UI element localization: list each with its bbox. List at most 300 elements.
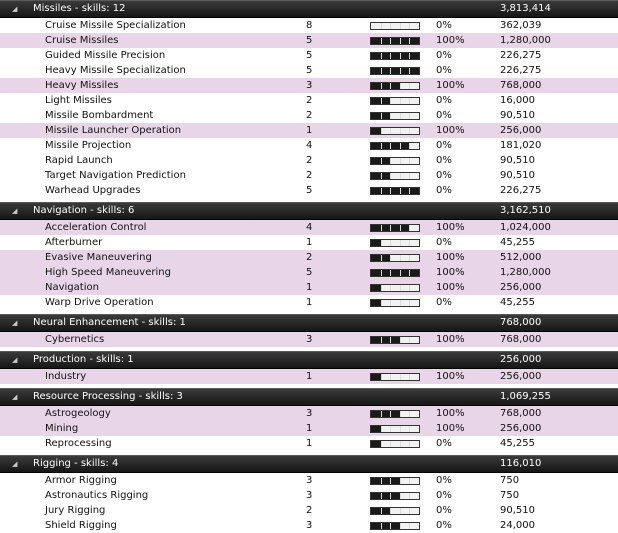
group-header[interactable] <box>0 388 618 406</box>
skill-name: Rapid Launch <box>45 155 113 166</box>
skill-row[interactable] <box>0 235 618 250</box>
skill-name: Mining <box>45 423 79 434</box>
skill-level-bar-divider <box>400 523 401 529</box>
skill-level-bar-divider <box>390 53 391 59</box>
skill-points: 256,000 <box>500 423 542 434</box>
skill-level-bar-fill <box>371 337 400 343</box>
skill-level-bar-divider <box>400 493 401 499</box>
skill-name: Reprocessing <box>45 438 112 449</box>
skill-level-bar-divider <box>390 23 391 29</box>
skill-training-percent: 0% <box>436 297 452 308</box>
skill-training-percent: 100% <box>436 222 465 233</box>
skill-level-bar-divider <box>400 23 401 29</box>
skill-level-bar-fill <box>371 68 419 74</box>
skill-level-bar-divider <box>400 173 401 179</box>
skill-training-percent: 0% <box>436 155 452 166</box>
skill-points: 1,280,000 <box>500 267 551 278</box>
skill-points: 362,039 <box>500 20 542 31</box>
skill-level-bar-divider <box>381 53 382 59</box>
skill-level: 1 <box>306 438 313 449</box>
skill-row[interactable] <box>0 138 618 153</box>
skill-level-bar-divider <box>409 374 410 380</box>
skill-level-bar-divider <box>400 337 401 343</box>
skill-training-percent: 0% <box>436 50 452 61</box>
skill-points: 256,000 <box>500 125 542 136</box>
skill-name: Afterburner <box>45 237 103 248</box>
skill-level-bar-divider <box>409 523 410 529</box>
skill-level: 2 <box>306 252 313 263</box>
skill-level-bar <box>370 187 420 195</box>
skill-level-bar-fill <box>371 300 381 306</box>
skill-level-bar <box>370 127 420 135</box>
skill-row[interactable] <box>0 78 618 93</box>
skill-name: Cybernetics <box>45 334 105 345</box>
skill-points: 90,510 <box>500 155 535 166</box>
skill-level-bar-divider <box>409 53 410 59</box>
skill-level-bar-divider <box>390 441 391 447</box>
skill-points: 768,000 <box>500 408 542 419</box>
group-total-sp: 256,000 <box>500 354 542 365</box>
skill-level: 5 <box>306 185 313 196</box>
group-header[interactable] <box>0 202 618 220</box>
skill-row[interactable] <box>0 183 618 198</box>
group-total-sp: 768,000 <box>500 317 542 328</box>
group-title: Resource Processing - skills: 3 <box>33 391 183 402</box>
skill-level: 1 <box>306 237 313 248</box>
skill-level-bar <box>370 410 420 418</box>
skill-level-bar-divider <box>409 158 410 164</box>
skill-level-bar-divider <box>390 508 391 514</box>
skill-name: Astronautics Rigging <box>45 490 149 501</box>
skill-level-bar-divider <box>390 98 391 104</box>
skill-level-bar-divider <box>381 508 382 514</box>
skill-level-bar-divider <box>390 143 391 149</box>
skill-row[interactable] <box>0 123 618 138</box>
skill-name: Missile Projection <box>45 140 132 151</box>
skill-level-bar-divider <box>400 285 401 291</box>
skill-level-bar-divider <box>409 285 410 291</box>
skill-level-bar-divider <box>381 478 382 484</box>
skill-level-bar-divider <box>390 337 391 343</box>
skill-level-bar-divider <box>409 270 410 276</box>
skill-name: Missile Bombardment <box>45 110 154 121</box>
skill-row[interactable] <box>0 108 618 123</box>
skill-training-percent: 100% <box>436 423 465 434</box>
skill-level-bar <box>370 97 420 105</box>
skill-level-bar-divider <box>400 411 401 417</box>
skill-points: 768,000 <box>500 80 542 91</box>
skill-row[interactable] <box>0 421 618 436</box>
skill-level: 4 <box>306 140 313 151</box>
skill-training-percent: 0% <box>436 185 452 196</box>
skill-training-percent: 0% <box>436 520 452 531</box>
skill-level-bar-divider <box>400 240 401 246</box>
skill-training-percent: 0% <box>436 438 452 449</box>
skill-level-bar-divider <box>390 285 391 291</box>
skill-training-percent: 100% <box>436 80 465 91</box>
skill-points: 768,000 <box>500 334 542 345</box>
skill-level-bar <box>370 82 420 90</box>
skill-level-bar <box>370 522 420 530</box>
skill-level-bar-divider <box>381 225 382 231</box>
skill-level-bar-divider <box>400 83 401 89</box>
skill-training-percent: 100% <box>436 252 465 263</box>
skill-training-percent: 100% <box>436 334 465 345</box>
skill-level: 5 <box>306 267 313 278</box>
collapse-arrow-icon[interactable]: ◢ <box>12 393 18 401</box>
skill-name: Armor Rigging <box>45 475 117 486</box>
skill-level-bar-divider <box>400 374 401 380</box>
skill-points: 45,255 <box>500 237 535 248</box>
skill-level-bar-fill <box>371 493 400 499</box>
skill-level-bar <box>370 477 420 485</box>
skill-name: High Speed Maneuvering <box>45 267 171 278</box>
skill-level: 3 <box>306 475 313 486</box>
skill-level-bar-divider <box>400 426 401 432</box>
skill-training-percent: 0% <box>436 475 452 486</box>
collapse-arrow-icon[interactable]: ◢ <box>12 356 18 364</box>
group-total-sp: 116,010 <box>500 458 542 469</box>
skill-level: 3 <box>306 490 313 501</box>
skill-training-percent: 100% <box>436 267 465 278</box>
group-title: Rigging - skills: 4 <box>33 458 119 469</box>
skill-training-percent: 100% <box>436 125 465 136</box>
skill-level-bar-divider <box>400 128 401 134</box>
skill-level-bar-divider <box>390 188 391 194</box>
skill-level-bar-fill <box>371 83 400 89</box>
skill-level-bar-divider <box>381 188 382 194</box>
skill-level-bar-divider <box>381 173 382 179</box>
skill-level-bar <box>370 425 420 433</box>
skill-level-bar-divider <box>381 426 382 432</box>
skill-level-bar-divider <box>400 113 401 119</box>
skill-level-bar-divider <box>409 478 410 484</box>
skill-level-bar-fill <box>371 478 400 484</box>
skill-level-bar-divider <box>409 240 410 246</box>
skill-level-bar-divider <box>409 300 410 306</box>
skill-name: Astrogeology <box>45 408 111 419</box>
skill-level-bar-divider <box>400 98 401 104</box>
skill-name: Warhead Upgrades <box>45 185 141 196</box>
skill-points: 226,275 <box>500 65 542 76</box>
skill-name: Guided Missile Precision <box>45 50 166 61</box>
skill-level-bar-divider <box>409 113 410 119</box>
skill-level: 1 <box>306 282 313 293</box>
skill-level-bar-divider <box>390 493 391 499</box>
skill-row[interactable] <box>0 332 618 347</box>
skill-level-bar-divider <box>390 68 391 74</box>
skill-level-bar-divider <box>381 337 382 343</box>
skill-row[interactable] <box>0 48 618 63</box>
skill-level-bar-divider <box>409 188 410 194</box>
group-total-sp: 3,813,414 <box>500 3 551 14</box>
skill-level-bar <box>370 142 420 150</box>
skill-name: Industry <box>45 371 87 382</box>
skill-level-bar <box>370 224 420 232</box>
collapse-arrow-icon[interactable]: ◢ <box>12 207 18 215</box>
skill-training-percent: 0% <box>436 110 452 121</box>
skill-level-bar-divider <box>400 300 401 306</box>
skill-level-bar-divider <box>409 23 410 29</box>
skill-training-percent: 100% <box>436 371 465 382</box>
skill-points: 181,020 <box>500 140 542 151</box>
skill-level-bar-divider <box>381 23 382 29</box>
skill-level-bar <box>370 112 420 120</box>
skill-training-percent: 0% <box>436 237 452 248</box>
skill-level-bar-divider <box>409 441 410 447</box>
skill-level-bar-divider <box>390 478 391 484</box>
skill-level-bar-divider <box>409 426 410 432</box>
skill-row[interactable] <box>0 153 618 168</box>
skill-name: Light Missiles <box>45 95 112 106</box>
skill-row[interactable] <box>0 168 618 183</box>
skill-level-bar-divider <box>409 68 410 74</box>
skill-level-bar-divider <box>381 98 382 104</box>
skill-level-bar-fill <box>371 188 419 194</box>
skill-level-bar-divider <box>390 173 391 179</box>
group-title: Navigation - skills: 6 <box>33 205 135 216</box>
skill-level: 2 <box>306 170 313 181</box>
skill-level: 1 <box>306 371 313 382</box>
skill-level-bar-fill <box>371 270 419 276</box>
skill-name: Warp Drive Operation <box>45 297 154 308</box>
skill-level-bar-divider <box>409 143 410 149</box>
skill-level-bar-fill <box>371 53 419 59</box>
skill-points: 750 <box>500 475 520 486</box>
group-total-sp: 1,069,255 <box>500 391 551 402</box>
skill-points: 16,000 <box>500 95 535 106</box>
skill-row[interactable] <box>0 220 618 235</box>
skill-level-bar-divider <box>409 493 410 499</box>
group-title: Missiles - skills: 12 <box>33 3 126 14</box>
skill-level: 2 <box>306 110 313 121</box>
skill-level-bar <box>370 336 420 344</box>
skill-level-bar-divider <box>390 270 391 276</box>
skill-level-bar-divider <box>381 523 382 529</box>
skill-level-bar <box>370 440 420 448</box>
skill-points: 226,275 <box>500 185 542 196</box>
skill-name: Cruise Missiles <box>45 35 119 46</box>
skill-row[interactable] <box>0 488 618 503</box>
skill-training-percent: 0% <box>436 140 452 151</box>
skill-level-bar <box>370 284 420 292</box>
skill-level-bar <box>370 507 420 515</box>
skill-level-bar-divider <box>409 411 410 417</box>
group-title: Neural Enhancement - skills: 1 <box>33 317 186 328</box>
skill-level-bar-fill <box>371 374 381 380</box>
skill-level-bar-divider <box>409 337 410 343</box>
skill-level-bar <box>370 37 420 45</box>
skill-training-percent: 0% <box>436 505 452 516</box>
skill-level-bar-divider <box>409 173 410 179</box>
group-header[interactable] <box>0 0 618 18</box>
skill-name: Navigation <box>45 282 99 293</box>
skill-level-bar-divider <box>381 255 382 261</box>
skill-row[interactable] <box>0 503 618 518</box>
group-header[interactable] <box>0 314 618 332</box>
skill-training-percent: 0% <box>436 490 452 501</box>
skill-level-bar-divider <box>409 38 410 44</box>
skill-row[interactable] <box>0 18 618 33</box>
skill-level-bar-divider <box>390 523 391 529</box>
skill-level-bar-divider <box>390 38 391 44</box>
group-header[interactable] <box>0 351 618 369</box>
skill-level-bar-fill <box>371 285 381 291</box>
group-header[interactable] <box>0 455 618 473</box>
skill-level: 1 <box>306 423 313 434</box>
collapse-arrow-icon[interactable]: ◢ <box>12 319 18 327</box>
skill-level: 5 <box>306 35 313 46</box>
skill-row[interactable] <box>0 369 618 384</box>
skill-points: 750 <box>500 490 520 501</box>
skill-level-bar-divider <box>390 300 391 306</box>
skill-level-bar-divider <box>381 493 382 499</box>
skill-points: 226,275 <box>500 50 542 61</box>
skill-level: 3 <box>306 408 313 419</box>
skill-level-bar-divider <box>390 426 391 432</box>
skill-level-bar-divider <box>390 374 391 380</box>
collapse-arrow-icon[interactable]: ◢ <box>12 5 18 13</box>
group-total-sp: 3,162,510 <box>500 205 551 216</box>
skill-level-bar-divider <box>409 508 410 514</box>
skill-row[interactable] <box>0 280 618 295</box>
skill-name: Jury Rigging <box>45 505 106 516</box>
skill-training-percent: 0% <box>436 170 452 181</box>
skill-name: Evasive Maneuvering <box>45 252 152 263</box>
skill-level-bar-divider <box>390 128 391 134</box>
skill-level-bar-divider <box>390 255 391 261</box>
skill-level-bar-fill <box>371 411 400 417</box>
skill-level-bar-divider <box>400 478 401 484</box>
skill-level: 2 <box>306 155 313 166</box>
skill-row[interactable] <box>0 93 618 108</box>
skill-level-bar-divider <box>390 225 391 231</box>
skill-level-bar <box>370 492 420 500</box>
skill-level-bar-divider <box>381 240 382 246</box>
skill-level-bar-divider <box>381 300 382 306</box>
skill-level-bar <box>370 172 420 180</box>
skill-points: 1,280,000 <box>500 35 551 46</box>
skill-level-bar <box>370 269 420 277</box>
skill-name: Missile Launcher Operation <box>45 125 182 136</box>
skill-level-bar-divider <box>409 128 410 134</box>
skill-level-bar-divider <box>390 113 391 119</box>
skill-level-bar <box>370 254 420 262</box>
skill-level-bar-divider <box>409 83 410 89</box>
skill-training-percent: 100% <box>436 408 465 419</box>
skill-level-bar-divider <box>390 240 391 246</box>
skill-row[interactable] <box>0 406 618 421</box>
skill-level-bar-divider <box>381 143 382 149</box>
skill-level-bar-divider <box>381 38 382 44</box>
skill-row[interactable] <box>0 473 618 488</box>
group-title: Production - skills: 1 <box>33 354 134 365</box>
skill-name: Heavy Missiles <box>45 80 119 91</box>
skill-points: 90,510 <box>500 170 535 181</box>
skill-row[interactable] <box>0 63 618 78</box>
skill-level-bar-divider <box>381 374 382 380</box>
skill-level-bar-divider <box>381 285 382 291</box>
skill-level-bar <box>370 299 420 307</box>
skill-points: 256,000 <box>500 282 542 293</box>
skill-training-percent: 0% <box>436 65 452 76</box>
skill-training-percent: 100% <box>436 35 465 46</box>
skill-name: Cruise Missile Specialization <box>45 20 186 31</box>
skill-level-bar-divider <box>400 188 401 194</box>
skill-level-bar-divider <box>400 68 401 74</box>
skill-row[interactable] <box>0 436 618 451</box>
skill-level-bar <box>370 239 420 247</box>
skill-training-percent: 0% <box>436 20 452 31</box>
skill-level-bar-divider <box>400 508 401 514</box>
skill-level-bar-divider <box>400 255 401 261</box>
skill-name: Heavy Missile Specialization <box>45 65 186 76</box>
skill-level-bar-divider <box>381 270 382 276</box>
skill-level: 2 <box>306 95 313 106</box>
skill-level-bar-divider <box>381 68 382 74</box>
skill-level-bar-divider <box>400 38 401 44</box>
skill-level-bar-fill <box>371 240 381 246</box>
skill-training-percent: 0% <box>436 95 452 106</box>
skill-level-bar-divider <box>409 255 410 261</box>
skill-level: 1 <box>306 297 313 308</box>
skill-points: 1,024,000 <box>500 222 551 233</box>
skill-level-bar-fill <box>371 128 381 134</box>
skill-level-bar-divider <box>400 158 401 164</box>
skill-level-bar <box>370 157 420 165</box>
skill-level-bar <box>370 373 420 381</box>
skill-row[interactable] <box>0 33 618 48</box>
skill-points: 24,000 <box>500 520 535 531</box>
skill-level-bar-divider <box>390 83 391 89</box>
skill-level-bar-fill <box>371 426 381 432</box>
skill-level-bar-divider <box>381 441 382 447</box>
skill-name: Shield Rigging <box>45 520 117 531</box>
skill-training-percent: 100% <box>436 282 465 293</box>
skill-level: 3 <box>306 520 313 531</box>
skill-row[interactable] <box>0 265 618 280</box>
skill-level-bar-fill <box>371 38 419 44</box>
skill-level: 3 <box>306 334 313 345</box>
skill-level-bar-divider <box>390 158 391 164</box>
skill-level-bar-divider <box>400 53 401 59</box>
skill-level-bar-fill <box>371 523 400 529</box>
skill-level: 5 <box>306 50 313 61</box>
skill-level-bar-divider <box>409 225 410 231</box>
skill-level-bar <box>370 52 420 60</box>
skill-level-bar-divider <box>400 143 401 149</box>
skill-points: 256,000 <box>500 371 542 382</box>
skill-row[interactable] <box>0 295 618 310</box>
skill-level: 2 <box>306 505 313 516</box>
skill-points: 90,510 <box>500 110 535 121</box>
skill-level-bar-divider <box>400 441 401 447</box>
skill-level-bar <box>370 67 420 75</box>
skill-row[interactable] <box>0 250 618 265</box>
skill-level-bar-divider <box>381 113 382 119</box>
skill-name: Acceleration Control <box>45 222 147 233</box>
skill-level-bar-divider <box>381 411 382 417</box>
skill-level: 4 <box>306 222 313 233</box>
skill-level: 1 <box>306 125 313 136</box>
skill-points: 45,255 <box>500 438 535 449</box>
skill-level-bar-divider <box>400 225 401 231</box>
collapse-arrow-icon[interactable]: ◢ <box>12 460 18 468</box>
skill-level-bar-divider <box>381 128 382 134</box>
skill-level: 5 <box>306 65 313 76</box>
skill-level-bar-divider <box>381 158 382 164</box>
skill-level-bar <box>370 22 420 30</box>
